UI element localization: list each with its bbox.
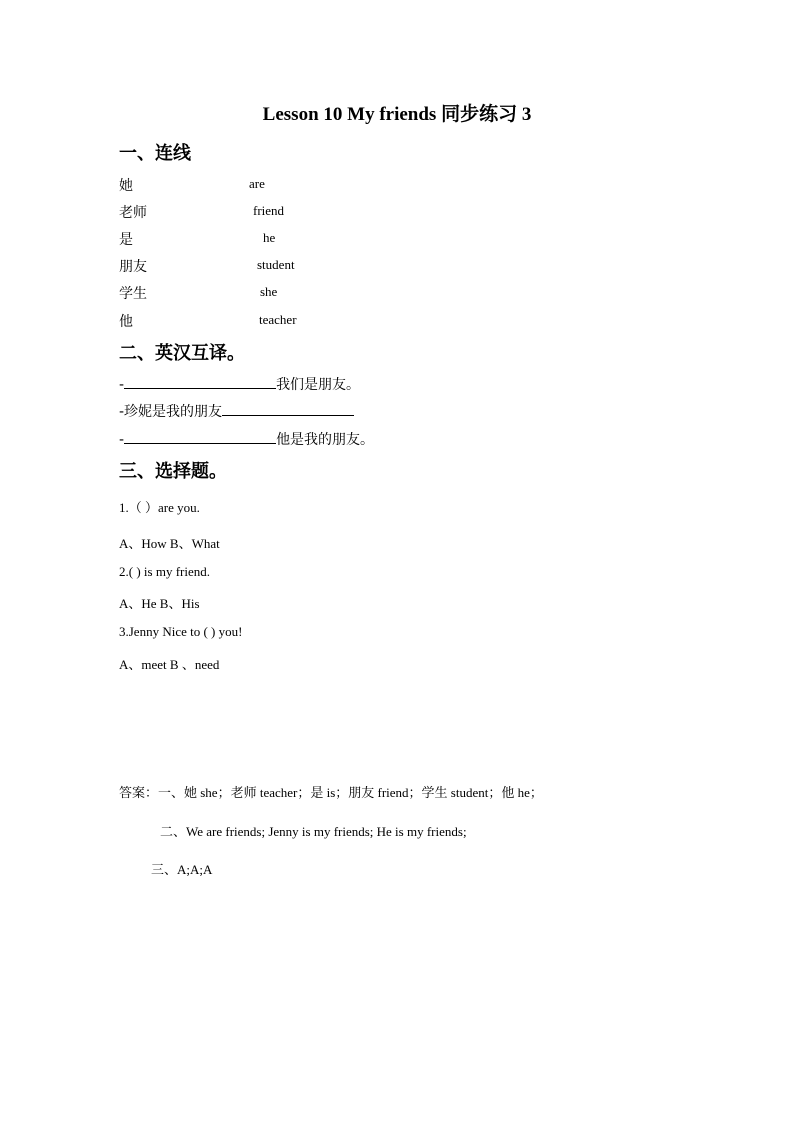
answer-blank[interactable] <box>124 431 276 444</box>
section-2-heading: 二、英汉互译。 <box>119 343 245 364</box>
match-left-item: 老师 <box>119 205 147 221</box>
match-right-item: are <box>249 176 265 191</box>
translation-prefix: - <box>119 377 125 393</box>
match-right-item: friend <box>253 203 285 218</box>
translation-item <box>119 401 354 421</box>
answer-key-line: 答案：一、她 she；老师 teacher；是 is；朋友 friend；学生 student；他 he； <box>119 785 543 800</box>
question-text: 2.( ) is my friend. <box>119 564 210 579</box>
translation-item <box>119 429 374 449</box>
translation-prefix: - <box>119 432 125 448</box>
question-text: 1.（ ）are you. <box>119 500 200 515</box>
match-right-item: teacher <box>259 312 297 327</box>
translation-suffix: 我们是朋友。 <box>276 377 361 393</box>
page-title: Lesson 10 My friends 同步练习 3 <box>262 104 532 125</box>
match-right-item: she <box>260 284 278 299</box>
answer-blank[interactable] <box>124 376 276 389</box>
answer-blank[interactable] <box>222 403 354 416</box>
translation-prefix: -珍妮是我的朋友 <box>119 404 223 420</box>
section-1-heading: 一、连线 <box>119 143 191 164</box>
match-right-item: he <box>263 230 276 245</box>
question-text: 3.Jenny Nice to ( ) you! <box>119 624 243 639</box>
match-left-item: 是 <box>119 232 133 248</box>
match-left-item: 学生 <box>119 286 147 302</box>
match-left-item: 朋友 <box>119 259 147 275</box>
translation-suffix: 他是我的朋友。 <box>276 432 375 448</box>
question-options: A、He B、His <box>119 596 200 611</box>
question-options: A、How B、What <box>119 536 220 551</box>
answer-key-line: 二、We are friends; Jenny is my friends; He is my friends; <box>160 824 467 839</box>
question-options: A、meet B 、need <box>119 657 220 672</box>
match-left-item: 他 <box>119 314 133 330</box>
match-right-item: student <box>257 257 295 272</box>
section-3-heading: 三、选择题。 <box>119 461 227 482</box>
match-left-item: 她 <box>119 178 133 194</box>
translation-item <box>119 374 360 394</box>
answer-key-line: 三、A;A;A <box>151 862 213 877</box>
